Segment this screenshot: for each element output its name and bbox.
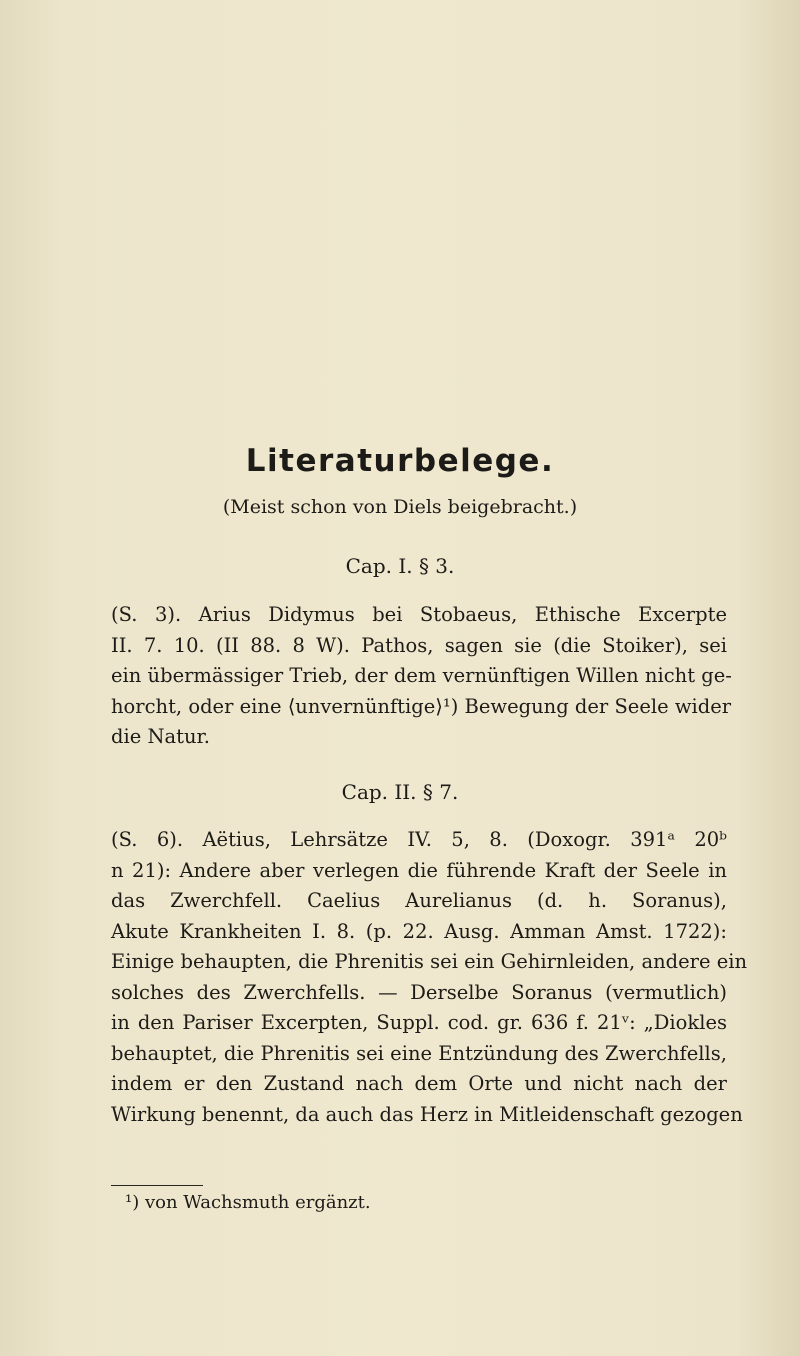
footnote: ¹) von Wachsmuth ergänzt. [125,1192,371,1213]
chapter-heading-2: Cap. II. § 7. [341,780,459,804]
text-line: (S. 6). Aëtius, Lehrsätze IV. 5, 8. (Doxogr. 391ᵃ 20ᵇ [111,828,727,851]
paragraph-2 [111,825,748,1130]
text-line: in den Pariser Excerpten, Suppl. cod. gr. 636 f. 21ᵛ: „Diokles [111,1011,727,1034]
text-line: solches des Zwerchfells. — Derselbe Soranus (vermutlich) [111,980,727,1004]
text-line: das Zwerchfell. Caelius Aurelianus (d. h. Soranus), [111,889,727,912]
text-line: die Natur. [111,725,210,748]
text-line: (S. 3). Arius Didymus bei Stobaeus, Ethische Excerpte [111,603,727,626]
text-line: Akute Krankheiten I. 8. (p. 22. Ausg. Amman Amst. 1722): [111,919,727,943]
text-line: behauptet, die Phrenitis sei eine Entzündung des Zwerchfells, [111,1041,727,1065]
text-line: indem er den Zustand nach dem Orte und nicht nach der [111,1072,727,1095]
paragraph-1 [111,600,732,753]
page-subtitle: (Meist schon von Diels beigebracht.) [222,496,578,518]
text-line: II. 7. 10. (II 88. 8 W). Pathos, sagen sie (die Stoiker), sei [111,633,727,657]
page-title: Literaturbelege. [245,443,555,479]
chapter-heading-1: Cap. I. § 3. [345,554,455,578]
footnote-divider [111,1185,203,1186]
text-line: n 21): Andere aber verlegen die führende Kraft der Seele in [111,858,727,882]
text-line: Wirkung benennt, da auch das Herz in Mitleidenschaft gezogen [111,1102,743,1126]
text-line: horcht, oder eine ⟨unvernünftige⟩¹) Bewegung der Seele wider [111,694,732,718]
text-line: Einige behaupten, die Phrenitis sei ein Gehirnleiden, andere ein [111,950,748,973]
text-line: ein übermässiger Trieb, der dem vernünftigen Willen nicht ge- [111,664,732,687]
